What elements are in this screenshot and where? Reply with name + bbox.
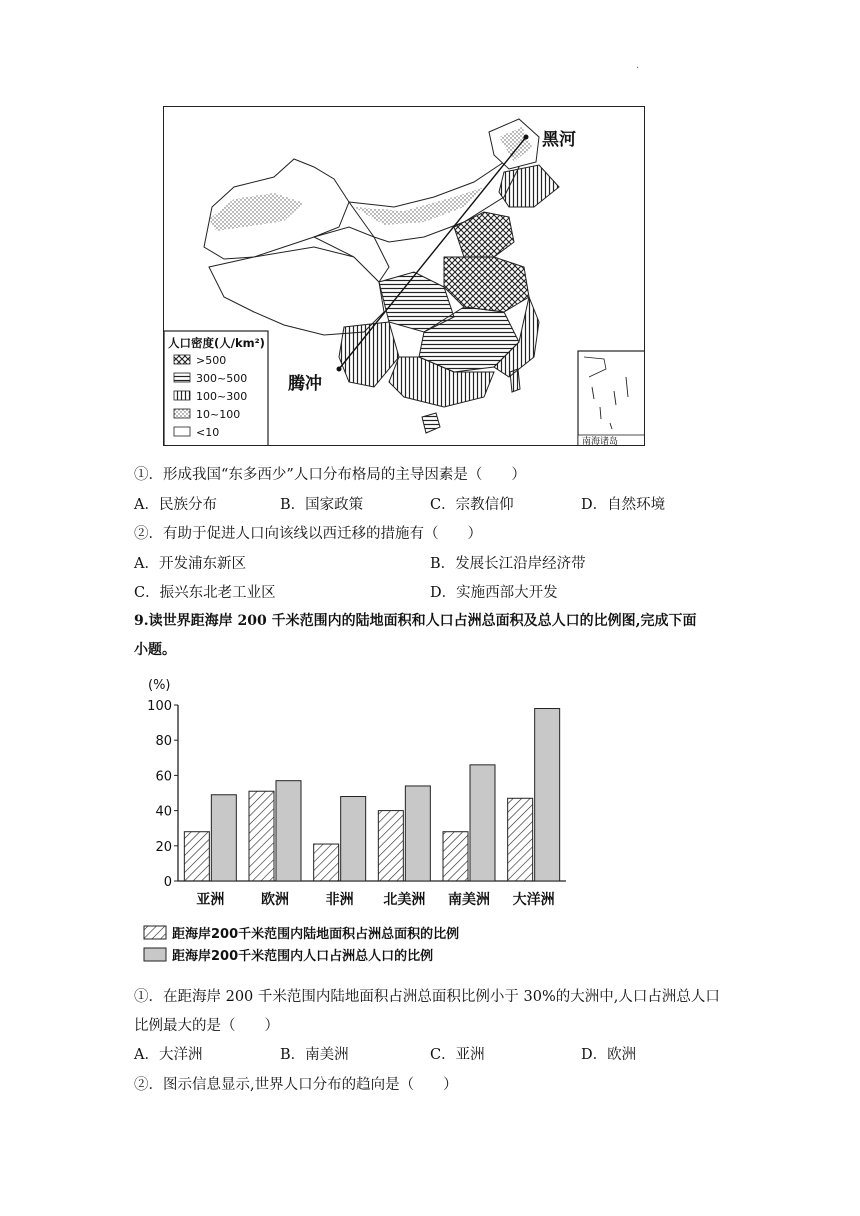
bar-land-2 [314, 844, 339, 881]
bar-land-3 [378, 811, 403, 881]
region-taiwan [510, 369, 520, 392]
bar-land-4 [443, 832, 468, 881]
coastal-ratio-bar-chart [130, 672, 570, 972]
legend-item-5: <10 [196, 426, 220, 439]
legend-title: 人口密度(人/km²) [168, 336, 265, 350]
q8-sub1-option-b[interactable]: B．国家政策 [280, 497, 364, 513]
legend-series-2: 距海岸200千米范围内人口占洲总人口的比例 [172, 949, 434, 964]
region-hainan [422, 413, 440, 433]
x-tick-label: 欧洲 [261, 892, 289, 908]
bar-population-4 [470, 765, 495, 881]
bar-population-3 [405, 786, 430, 881]
legend-item-2: 300~500 [196, 372, 248, 385]
legend-series-1: 距海岸200千米范围内陆地面积占洲总面积的比例 [172, 927, 460, 942]
x-tick-label: 亚洲 [196, 892, 225, 908]
x-tick-label: 非洲 [325, 892, 354, 908]
bar-land-0 [184, 832, 209, 881]
china-population-map [163, 106, 645, 446]
q9-sub1-line1: ①．在距海岸 200 千米范围内陆地面积占洲总面积比例小于 30%的大洲中,人口占洲总人口 [134, 989, 720, 1005]
q8-sub2-option-a[interactable]: A．开发浦东新区 [134, 556, 246, 572]
q8-sub1-option-d[interactable]: D．自然环境 [581, 497, 666, 513]
south-china-sea-inset [578, 351, 645, 446]
q9-sub1-option-b[interactable]: B．南美洲 [280, 1047, 349, 1063]
q8-sub2-text: ②．有助于促进人口向该线以西迁移的措施有（ ） [134, 526, 482, 542]
x-tick-label: 大洋洲 [512, 892, 555, 908]
bar-population-0 [211, 795, 236, 881]
city-tengchong-label: 腾冲 [288, 374, 322, 394]
legend-item-4: 10~100 [196, 408, 241, 421]
q8-sub1-text: ①．形成我国“东多西少”人口分布格局的主导因素是（ ） [134, 467, 526, 483]
q8-sub2-option-b[interactable]: B．发展长江沿岸经济带 [430, 556, 586, 572]
q9-stem-line2: 小题。 [134, 642, 176, 658]
bar-land-5 [508, 798, 533, 881]
q9-sub1-option-a[interactable]: A．大洋洲 [134, 1047, 203, 1063]
y-tick-label: 60 [155, 769, 172, 785]
y-tick-label: 0 [163, 875, 172, 890]
q9-sub1-line2: 比例最大的是（ ） [134, 1018, 279, 1034]
q9-sub1-option-d[interactable]: D．欧洲 [581, 1047, 637, 1063]
x-tick-label: 北美洲 [383, 892, 426, 908]
y-tick-label: 80 [155, 734, 172, 750]
x-tick-label: 南美洲 [448, 892, 490, 908]
q8-sub2-option-c[interactable]: C．振兴东北老工业区 [134, 585, 276, 601]
y-tick-label: 100 [147, 699, 172, 714]
map-legend [164, 331, 268, 446]
china-map-drawing [164, 107, 645, 446]
q9-stem-line1: 9.读世界距海岸 200 千米范围内的陆地面积和人口占洲总面积及总人口的比例图,完成下面 [134, 613, 697, 629]
y-axis-unit: (%) [148, 678, 171, 693]
legend-item-3: 100~300 [196, 390, 248, 403]
q9-sub1-option-c[interactable]: C．亚洲 [430, 1047, 485, 1063]
city-heihe-label: 黑河 [542, 130, 576, 150]
chart-legend [144, 926, 459, 964]
legend-item-1: >500 [196, 354, 227, 367]
y-tick-label: 40 [155, 804, 172, 820]
q9-sub2-text: ②．图示信息显示,世界人口分布的趋向是（ ） [134, 1077, 458, 1093]
inset-label: 南海诸岛 [582, 437, 619, 447]
y-tick-label: 20 [155, 839, 172, 855]
region-central-east [444, 257, 529, 312]
bar-land-1 [249, 791, 274, 881]
page-dot: . [636, 60, 640, 71]
region-jilin-liaoning [499, 165, 559, 207]
bar-population-2 [341, 797, 366, 881]
bar-population-1 [276, 781, 301, 881]
q8-sub1-option-a[interactable]: A．民族分布 [134, 497, 217, 513]
q8-sub2-option-d[interactable]: D．实施西部大开发 [430, 585, 558, 601]
q8-sub1-option-c[interactable]: C．宗教信仰 [430, 497, 514, 513]
bar-population-5 [535, 709, 560, 881]
